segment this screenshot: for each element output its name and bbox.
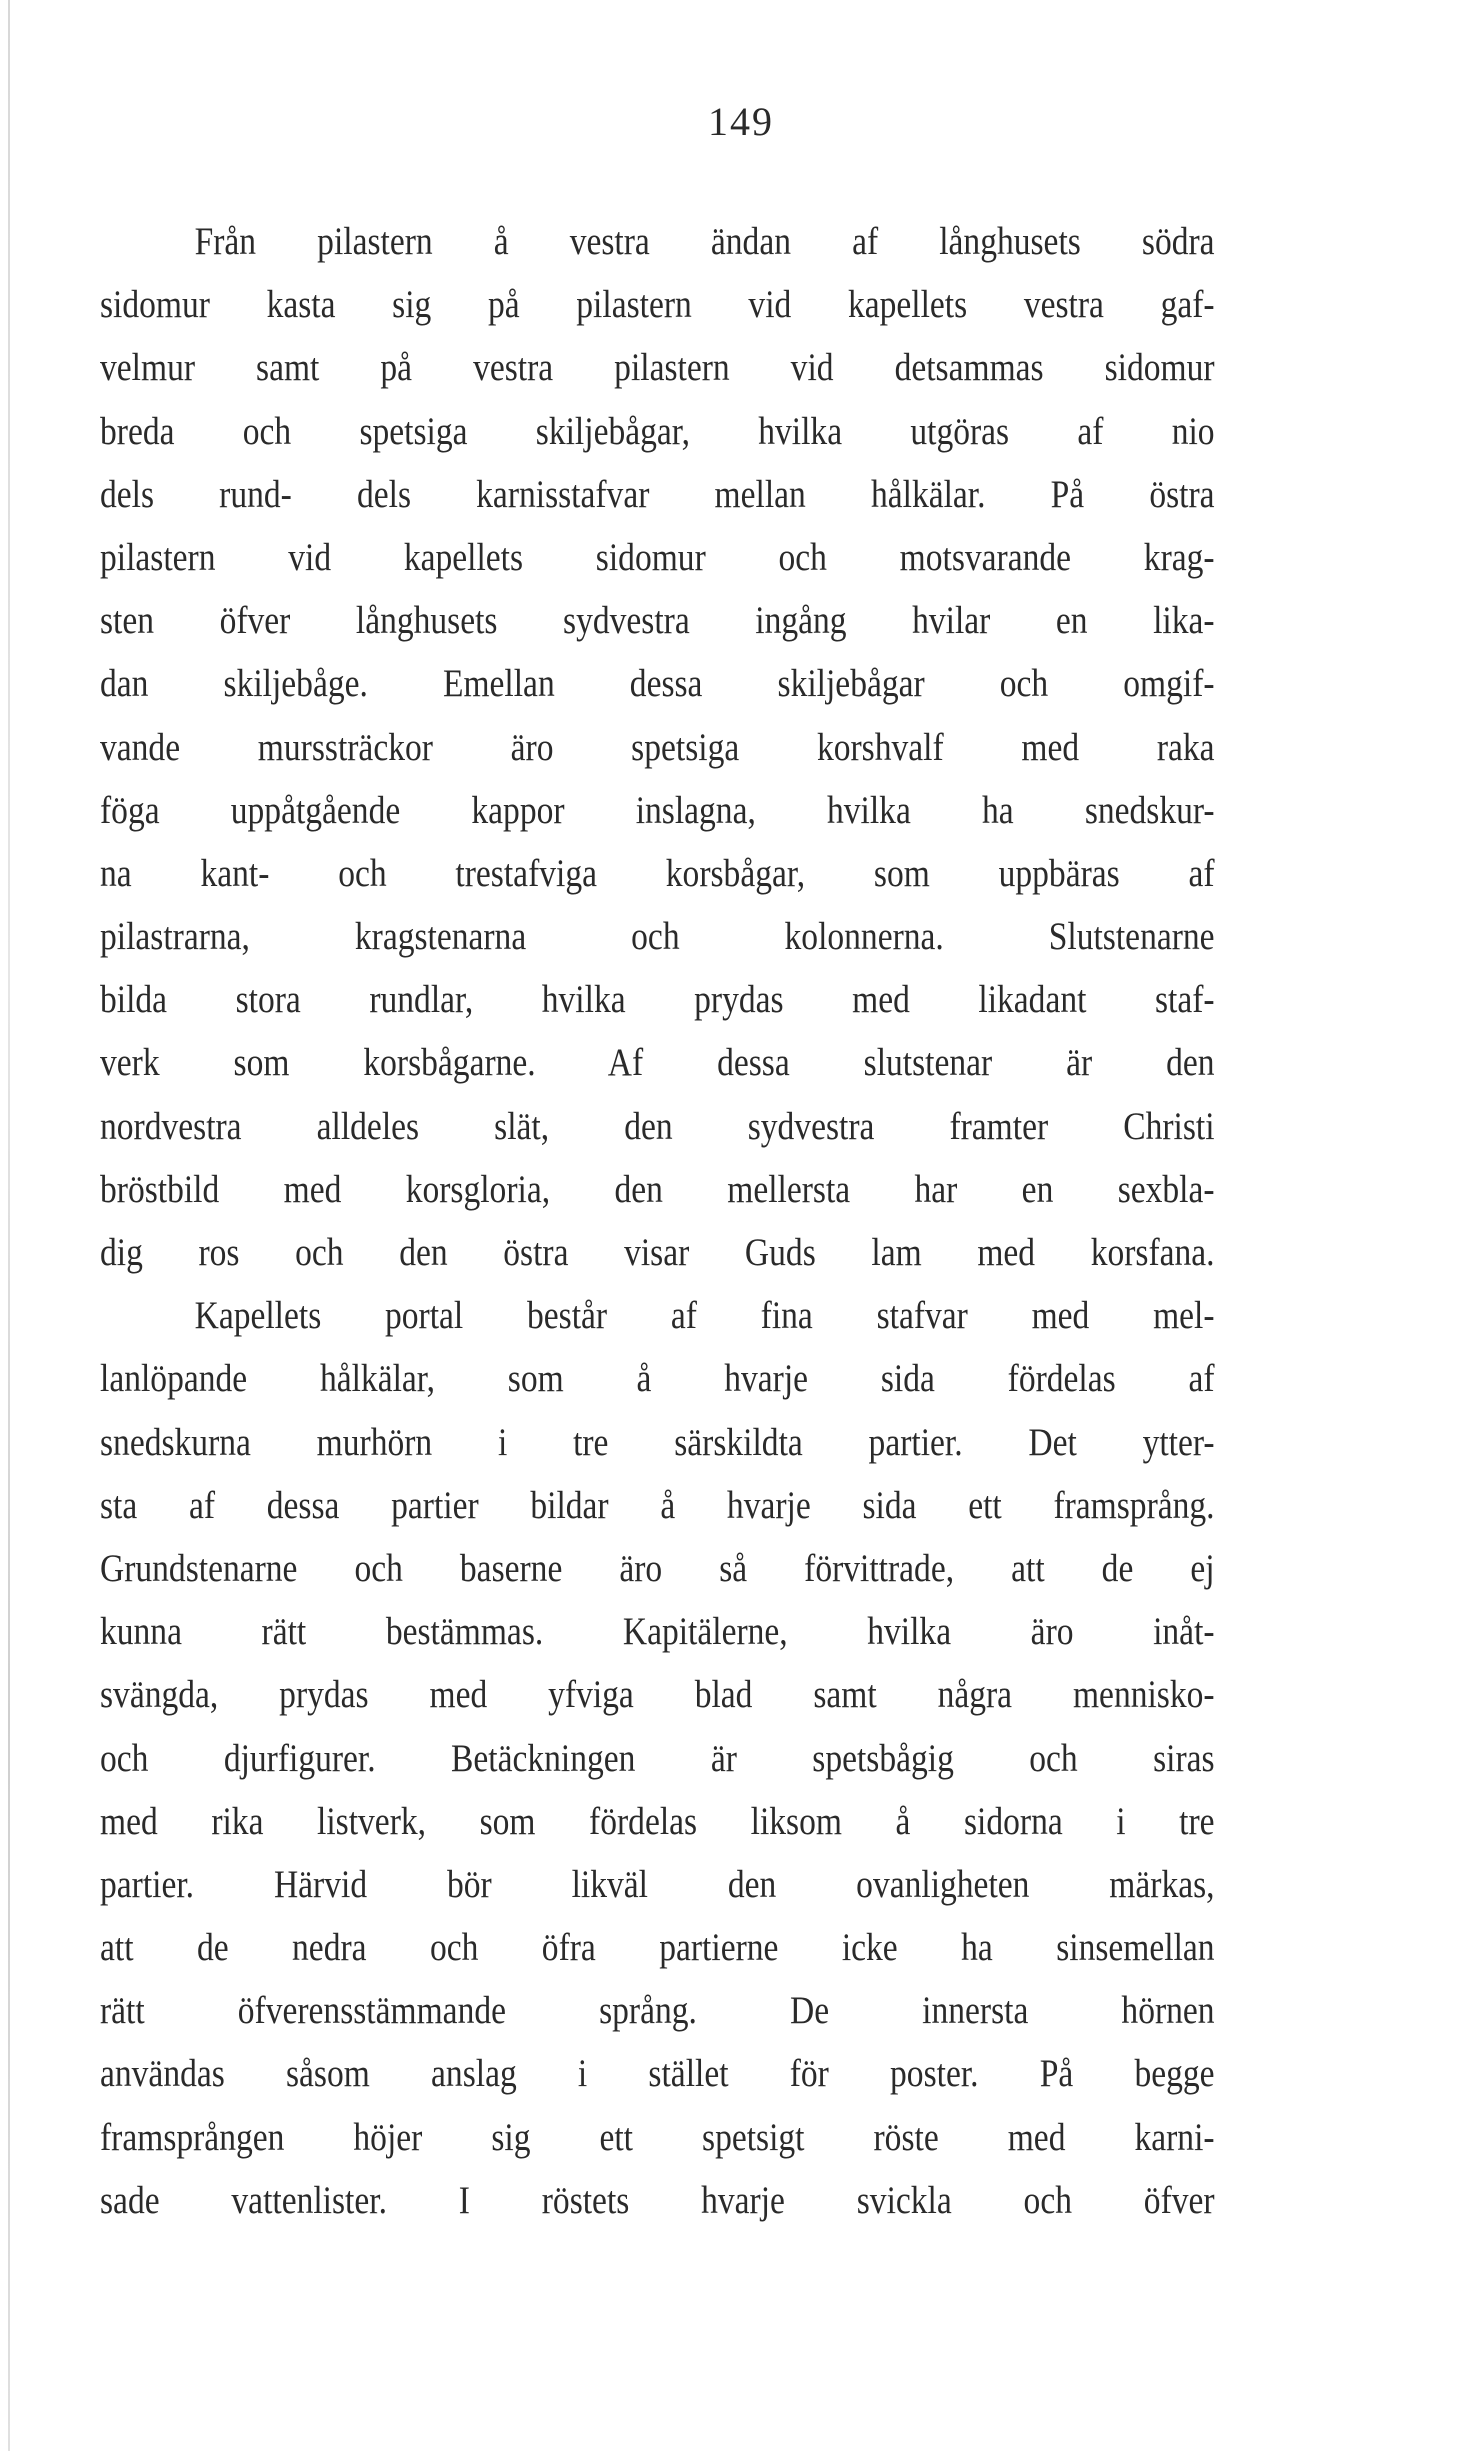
- text-line: velmur samt på vestra pilastern vid detsammas sidomur: [100, 346, 1215, 390]
- text-line: framsprången höjer sig ett spetsigt röste med karni-: [100, 2115, 1215, 2159]
- text-line: vande murssträckor äro spetsiga korshvalf med raka: [100, 725, 1215, 769]
- text-line: snedskurna murhörn i tre särskildta partier. Det ytter-: [100, 1420, 1215, 1464]
- text-line: partier. Härvid bör likväl den ovanligheten märkas,: [100, 1862, 1215, 1906]
- text-line: verk som korsbågarne. Af dessa slutstenar är den: [100, 1041, 1215, 1085]
- text-line: föga uppåtgående kappor inslagna, hvilka ha snedskur-: [100, 788, 1215, 832]
- text-line: bilda stora rundlar, hvilka prydas med likadant staf-: [100, 978, 1215, 1022]
- text-line: pilastern vid kapellets sidomur och motsvarande krag-: [100, 535, 1215, 579]
- text-line: sidomur kasta sig på pilastern vid kapellets vestra gaf-: [100, 283, 1215, 327]
- text-line: lanlöpande hålkälar, som å hvarje sida fördelas af: [100, 1357, 1215, 1401]
- text-line: dan skiljebåge. Emellan dessa skiljebågar och omgif-: [100, 662, 1215, 706]
- text-line: Kapellets portal består af fina stafvar med mel-: [194, 1294, 1215, 1338]
- paragraph-2: [100, 1284, 1215, 2232]
- text-line: Grundstenarne och baserne äro så förvittrade, att de ej: [100, 1546, 1215, 1590]
- text-line: med rika listverk, som fördelas liksom å sidorna i tre: [100, 1799, 1215, 1843]
- page-number: 149: [708, 99, 774, 144]
- body-text: [100, 210, 1215, 2232]
- paragraph-1: [100, 210, 1215, 1284]
- text-line: nordvestra alldeles slät, den sydvestra framter Christi: [100, 1104, 1215, 1148]
- text-line: breda och spetsiga skiljebågar, hvilka utgöras af nio: [100, 409, 1215, 453]
- text-line: svängda, prydas med yfviga blad samt några mennisko-: [100, 1673, 1215, 1717]
- text-line: sta af dessa partier bildar å hvarje sida ett framsprång.: [100, 1483, 1215, 1527]
- page-edge-line: [8, 0, 10, 2451]
- text-line: dig ros och den östra visar Guds lam med korsfana.: [100, 1231, 1215, 1274]
- text-line: att de nedra och öfra partierne icke ha sinsemellan: [100, 1926, 1215, 1970]
- text-line: pilastrarna, kragstenarna och kolonnerna. Slutstenarne: [100, 915, 1215, 959]
- text-line: användas såsom anslag i stället för poster. På begge: [100, 2052, 1215, 2096]
- text-line: rätt öfverensstämmande språng. De innersta hörnen: [100, 1989, 1215, 2033]
- text-line: bröstbild med korsgloria, den mellersta har en sexbla-: [100, 1167, 1215, 1211]
- text-line: sade vattenlister. I röstets hvarje svickla och öfver: [100, 2178, 1215, 2222]
- text-line: sten öfver långhusets sydvestra ingång hvilar en lika-: [100, 599, 1215, 643]
- text-line: kunna rätt bestämmas. Kapitälerne, hvilka äro inåt-: [100, 1610, 1215, 1654]
- text-line: dels rund- dels karnisstafvar mellan hålkälar. På östra: [100, 472, 1215, 516]
- text-line: Från pilastern å vestra ändan af långhusets södra: [194, 220, 1215, 263]
- text-line: na kant- och trestafviga korsbågar, som uppbäras af: [100, 851, 1215, 895]
- text-line: och djurfigurer. Betäckningen är spetsbågig och siras: [100, 1736, 1215, 1780]
